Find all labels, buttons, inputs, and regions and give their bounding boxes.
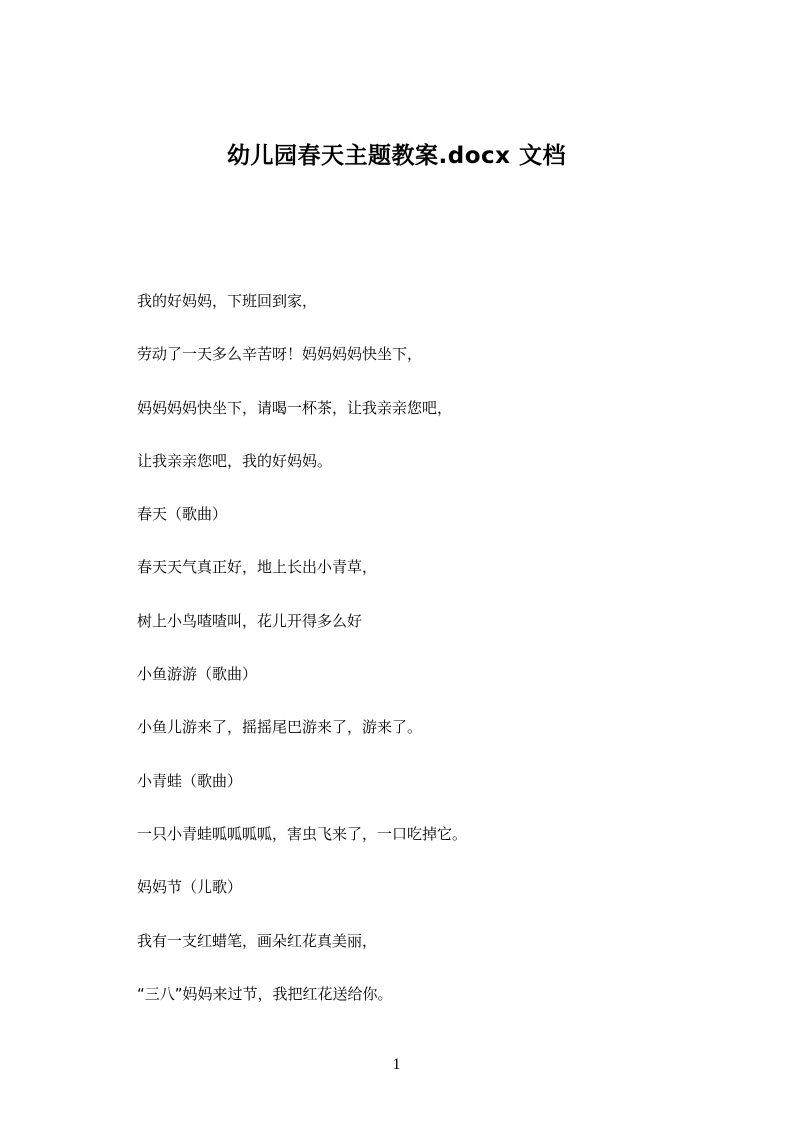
page-number: 1 <box>392 1056 401 1073</box>
text-line: 树上小鸟喳喳叫，花儿开得多么好 <box>137 611 363 630</box>
document-title: 幼儿园春天主题教案.docx 文档 <box>227 143 566 169</box>
text-line: 小鱼儿游来了，摇摇尾巴游来了，游来了。 <box>137 718 423 737</box>
text-line: “三八”妈妈来过节，我把红花送给你。 <box>137 984 393 1003</box>
text-line: 我有一支红蜡笔，画朵红花真美丽， <box>137 931 378 950</box>
text-line: 妈妈妈妈快坐下，请喝一杯茶，让我亲亲您吧， <box>137 398 453 417</box>
text-line: 劳动了一天多么辛苦呀！妈妈妈妈快坐下， <box>137 345 423 364</box>
section-heading: 小鱼游游（歌曲） <box>137 665 258 684</box>
text-line: 让我亲亲您吧，我的好妈妈。 <box>137 451 333 470</box>
section-heading: 妈妈节（儿歌） <box>137 878 243 897</box>
section-heading: 春天（歌曲） <box>137 505 228 524</box>
text-line: 我的好妈妈，下班回到家， <box>137 292 318 310</box>
document-body <box>137 289 737 1035</box>
text-line: 一只小青蛙呱呱呱呱，害虫飞来了，一口吃掉它。 <box>137 824 468 843</box>
text-line: 春天天气真正好，地上长出小青草， <box>137 558 378 577</box>
section-heading: 小青蛙（歌曲） <box>137 771 243 790</box>
